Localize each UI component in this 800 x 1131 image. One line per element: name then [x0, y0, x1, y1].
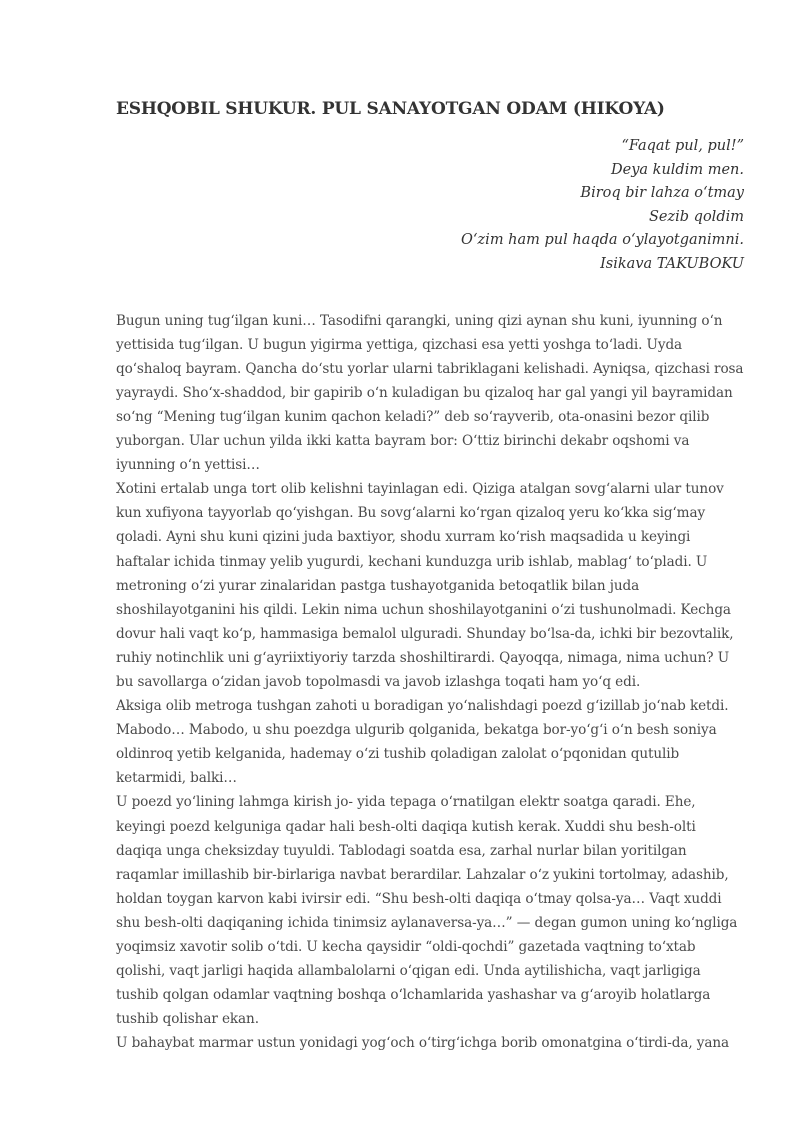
epigraph-line: O‘zim ham pul haqda o‘ylayotganimni. — [461, 232, 744, 249]
paragraph: Bugun uning tug‘ilgan kuni… Tasodifni qarangki, uning qizi aynan shu kuni, iyunning o‘n yettisida tug‘ilgan. U bugun yigirma yettiga, qizchasi esa yetti yoshga to‘ladi. Uyda qo‘shaloq bayram. Qancha do‘stu yorlar ularni tabriklagani kelishadi. Ayniqsa, qizchasi rosa yayraydi. Sho‘x-shaddod, bir gapirib o‘n kuladigan bu qizaloq har gal yangi yil bayramidan so‘ng “Mening tug‘ilgan kunim qachon keladi?” deb so‘rayverib, ota-onasini bezor qilib yuborgan. Ular uchun yilda ikki katta bayram bor: O‘ttiz birinchi dekabr oqshomi va iyunning o‘n yettisi… — [116, 312, 744, 474]
epigraph-line: Sezib qoldim — [648, 208, 744, 225]
epigraph — [116, 135, 744, 277]
epigraph-line: “Faqat pul, pul!” — [621, 138, 744, 154]
paragraph: U bahaybat marmar ustun yonidagi yog‘och o‘tirg‘ichga borib omonatgina o‘tirdi-da, yana — [116, 1035, 730, 1052]
paragraph: Xotini ertalab unga tort olib kelishni tayinlagan edi. Qiziga atalgan sovg‘alarni ular tunov kun xufiyona tayyorlab qo‘yishgan. Bu sovg‘alarni ko‘rgan qizaloq yeru ko‘kka sig‘may qoladi. Ayni shu kuni qizini juda baxtiyor, shodu xurram ko‘rish maqsadida u keyingi haftalar ichida tinmay yelib yugurdi, kechani kunduzga urib ishlab, mablag‘ to‘pladi. U metroning o‘zi yurar zinalaridan pastga tushayotganida betoqatlik bilan juda shoshilayotganini his qildi. Lekin nima uchun shoshilayotganini o‘zi tushunolmadi. Kechga dovur hali vaqt ko‘p, hammasiga bemalol ulguradi. Shunday bo‘lsa-da, ichki bir bezovtalik, ruhiy notinchlik uni g‘ayriixtiyoriy tarzda shoshiltirardi. Qayoqqa, nimaga, nima uchun? U bu savollarga o‘zidan javob topolmasdi va javob izlashga toqati ham yo‘q edi. — [116, 481, 734, 690]
epigraph-author: Isikava TAKUBOKU — [600, 255, 744, 272]
document-page — [116, 96, 744, 1055]
document-title: ESHQOBIL SHUKUR. PUL SANAYOTGAN ODAM (HIKOYA) — [116, 99, 665, 119]
paragraph: U poezd yo‘lining lahmga kirish jo- yida tepaga o‘rnatilgan elektr soatga qaradi. Ehe, keyingi poezd kelguniga qadar hali besh-olti daqiqa kutish kerak. Xuddi shu besh-olti daqiqa unga cheksizday tuyuldi. Tablodagi soatda esa, zarhal nurlar bilan yoritilgan raqamlar imillashib bir-birlariga navbat berardilar. Lahzalar o‘z yukini tortolmay, adashib, holdan toygan karvon kabi ivirsir edi. “Shu besh-olti daqiqa o‘tmay qolsa-ya… Vaqt xuddi shu besh-olti daqiqaning ichida tinimsiz aylanaversa-ya…” — degan gumon uning ko‘ngliga yoqimsiz xavotir solib o‘tdi. U kecha qaysidir “oldi-qochdi” gazetada vaqtning to‘xtab qolishi, vaqt jarligi haqida allambalolarni o‘qigan edi. Unda aytilishicha, vaqt jarligiga tushib qolgan odamlar vaqtning boshqa o‘lchamlarida yashashar va g‘aroyib holatlarga tushib qolishar ekan. — [116, 794, 738, 1028]
epigraph-line: Deya kuldim men. — [611, 161, 744, 178]
epigraph-line: Biroq bir lahza o‘tmay — [580, 185, 744, 202]
paragraph: Aksiga olib metroga tushgan zahoti u boradigan yo‘nalishdagi poezd g‘izillab jo‘nab ketdi. Mabodo… Mabodo, u shu poezdga ulgurib qolganida, bekatga bor-yo‘g‘i o‘n besh soniya oldinroq yetib kelganida, hademay o‘zi tushib qoladigan zalolat o‘pqonidan qutulib ketarmidi, balki… — [116, 698, 729, 787]
story-body — [116, 309, 744, 1056]
